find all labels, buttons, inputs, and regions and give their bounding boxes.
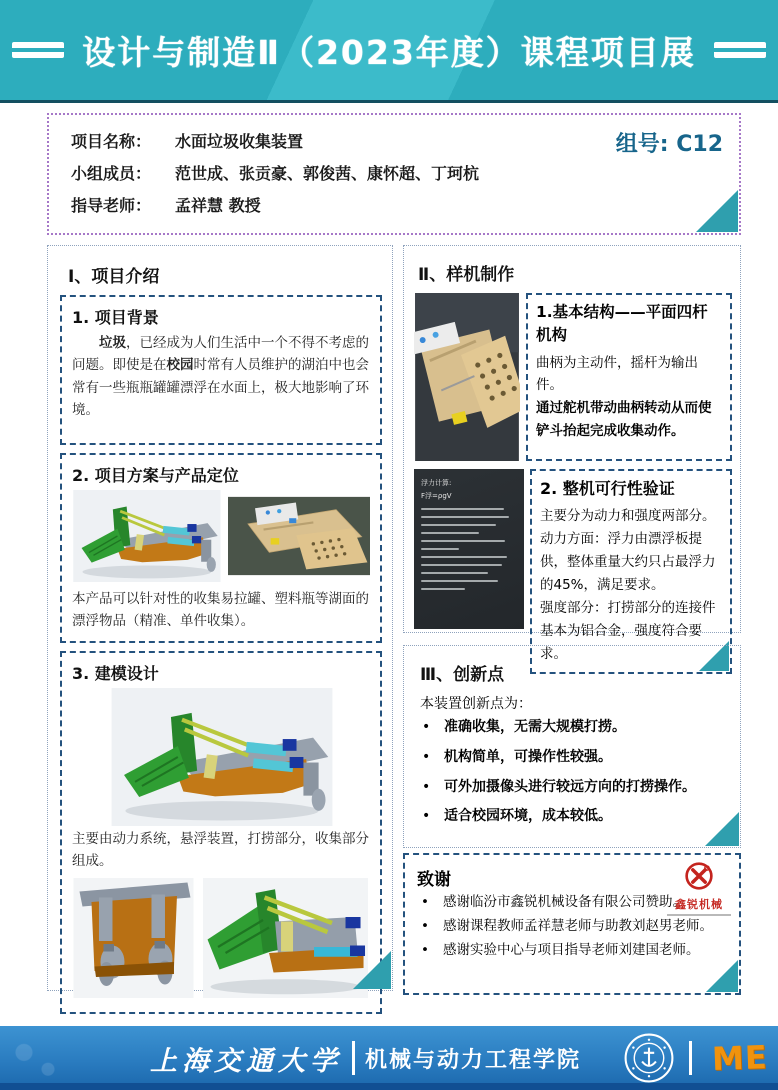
innovation-item (418, 749, 726, 766)
group-number-value: C12 (676, 132, 723, 157)
handwriting-scribble (421, 508, 504, 510)
subsection-modeling (60, 651, 382, 1015)
background-title: 1. 项目背景 (72, 308, 159, 327)
me-school-logo: ME (711, 1038, 769, 1078)
advisor-label: 指导老师： (71, 196, 152, 215)
background-text-2: 时常有人员维护的湖泊中也会常有一些瓶瓶罐罐漂浮在水面上，极大地影响了环境。 (72, 357, 369, 418)
university-name: 上海交通大学 (150, 1045, 342, 1077)
prototype-row-1 (414, 293, 732, 461)
structure-title: 1.基本结构——平面四杆机构 (536, 303, 708, 345)
section-acknowledgement (403, 853, 741, 995)
feasibility-line-2: 动力方面：浮力由漂浮板提供，整体重量大约只占最浮力的45%，满足要求。 (540, 530, 716, 593)
background-bold-1: 垃圾 (99, 335, 126, 351)
modeling-caption: 主要由动力系统，悬浮装置，打捞部分，收集部分组成。 (72, 830, 369, 869)
corner-triangle-decoration (706, 960, 738, 992)
double-bar-left-icon (12, 42, 64, 58)
cardboard-prototype-photo (228, 490, 370, 582)
info-row-members (71, 161, 721, 184)
section1-title: Ⅰ、项目介绍 (68, 267, 160, 287)
bullet-icon: • (422, 719, 431, 735)
cad-render-full-model-image (72, 688, 372, 826)
gear-decoration (6, 1030, 66, 1086)
solution-images (72, 490, 370, 582)
innovation-item (418, 719, 726, 736)
section3-title: Ⅲ、创新点 (420, 665, 505, 685)
feasibility-box (530, 469, 732, 674)
sponsor-logo (667, 861, 731, 916)
handwriting-scribble (421, 588, 465, 590)
solution-title: 2. 项目方案与产品定位 (72, 466, 239, 485)
prototype-photo (414, 293, 520, 461)
prototype-structure-box (526, 293, 732, 461)
corner-triangle-decoration (353, 951, 391, 989)
bullet-icon: • (421, 894, 429, 910)
acknowledgement-item-text: 感谢实验中心与项目指导老师刘建国老师。 (443, 942, 700, 959)
background-bold-2: 校园 (166, 357, 194, 374)
section-innovation (403, 645, 741, 848)
handwriting-scribble (421, 548, 459, 550)
subsection-background (60, 295, 382, 445)
bullet-icon: • (422, 748, 431, 765)
acknowledgement-item-text: 感谢课程教师孟祥慧老师与助教刘赵男老师。 (443, 918, 713, 935)
sponsor-name: 鑫锐机械 (675, 898, 723, 911)
corner-triangle-decoration (696, 190, 738, 232)
bullet-icon: • (421, 942, 429, 959)
cad-render-scoop-side-image (201, 878, 370, 998)
section-prototype (403, 245, 741, 662)
handwriting-line-1: 浮力计算: (421, 479, 452, 487)
handwriting-scribble (421, 556, 507, 558)
group-number (616, 127, 723, 158)
double-bar-right-icon (714, 42, 766, 58)
sponsor-subtext-line (667, 914, 731, 916)
handwriting-scribble (421, 532, 479, 534)
acknowledgement-item (417, 942, 727, 958)
innovation-item-text: 适合校园环境，成本较低。 (444, 808, 612, 825)
structure-line-2: 通过舵机带动曲柄转动从而使铲斗抬起完成收集动作。 (536, 400, 712, 440)
handwriting-scribble (421, 540, 505, 542)
project-info-box (47, 113, 741, 235)
innovation-intro: 本装置创新点为： (420, 696, 532, 712)
project-name-value: 水面垃圾收集装置 (175, 132, 304, 151)
acknowledgement-title: 致谢 (417, 870, 451, 890)
handwriting-line-2: F浮=ρgV (421, 491, 452, 500)
advisor-value: 孟祥慧 教授 (175, 196, 261, 215)
solution-caption: 本产品可以针对性的收集易拉罐、塑料瓶等湖面的漂浮物品（精准、单件收集）。 (72, 591, 369, 630)
section2-title: Ⅱ、样机制作 (418, 265, 515, 285)
cad-render-propellers-image (72, 878, 195, 998)
modeling-title: 3. 建模设计 (72, 663, 159, 683)
info-row-advisor (71, 193, 721, 216)
bullet-icon: • (422, 808, 431, 825)
members-label: 小组成员： (71, 164, 152, 183)
handwriting-scribble (421, 572, 488, 574)
handwritten-calculation-photo (414, 469, 524, 629)
handwriting-scribble (421, 516, 509, 518)
innovation-item-text: 机构简单，可操作性较强。 (444, 748, 612, 765)
innovation-item (418, 808, 726, 825)
modeling-detail-images (72, 878, 370, 998)
cad-render-concept-image (72, 490, 222, 582)
innovation-item-text: 准确收集，无需大规模打捞。 (444, 719, 626, 735)
bullet-icon: • (422, 778, 431, 795)
section-project-intro (47, 245, 393, 991)
footer-divider (689, 1041, 692, 1075)
acknowledgement-item-text: 感谢临汾市鑫锐机械设备有限公司赞助。 (443, 894, 686, 910)
bullet-icon: • (421, 918, 429, 935)
poster-header (0, 0, 778, 103)
background-text-1: ，已经成为人们生活中一个不得不考虑的问题。即使是在 (72, 335, 369, 374)
feasibility-line-1: 主要分为动力和强度两部分。 (540, 508, 716, 524)
poster-title: 设计与制造Ⅱ（2023年度）课程项目展 (82, 32, 696, 72)
footer-divider (352, 1041, 355, 1075)
acknowledgement-item (417, 918, 727, 934)
handwriting-scribble (421, 524, 496, 526)
background-paragraph (72, 332, 370, 421)
sponsor-logo-icon (684, 861, 714, 891)
members-value: 范世成、张贡豪、郭俊茜、康怀超、丁珂杭 (175, 164, 480, 183)
handwriting-scribble (421, 564, 502, 566)
project-name-label: 项目名称： (71, 132, 152, 151)
feasibility-title: 2. 整机可行性验证 (540, 479, 675, 498)
handwriting-scribble (421, 580, 498, 582)
prototype-row-2 (414, 469, 732, 674)
innovation-item-text: 可外加摄像头进行较远方向的打捞操作。 (444, 778, 696, 795)
school-name: 机械与动力工程学院 (365, 1047, 582, 1073)
group-number-label: 组号: (615, 132, 677, 157)
feasibility-line-3: 强度部分：打捞部分的连接件基本为铝合金，强度符合要求。 (540, 599, 716, 662)
university-seal-icon (623, 1032, 675, 1084)
innovation-item (418, 779, 726, 796)
subsection-solution (60, 453, 382, 643)
structure-line-1: 曲柄为主动件，摇杆为输出件。 (536, 354, 698, 394)
footer-banner (0, 1026, 778, 1090)
corner-triangle-decoration (705, 812, 739, 846)
